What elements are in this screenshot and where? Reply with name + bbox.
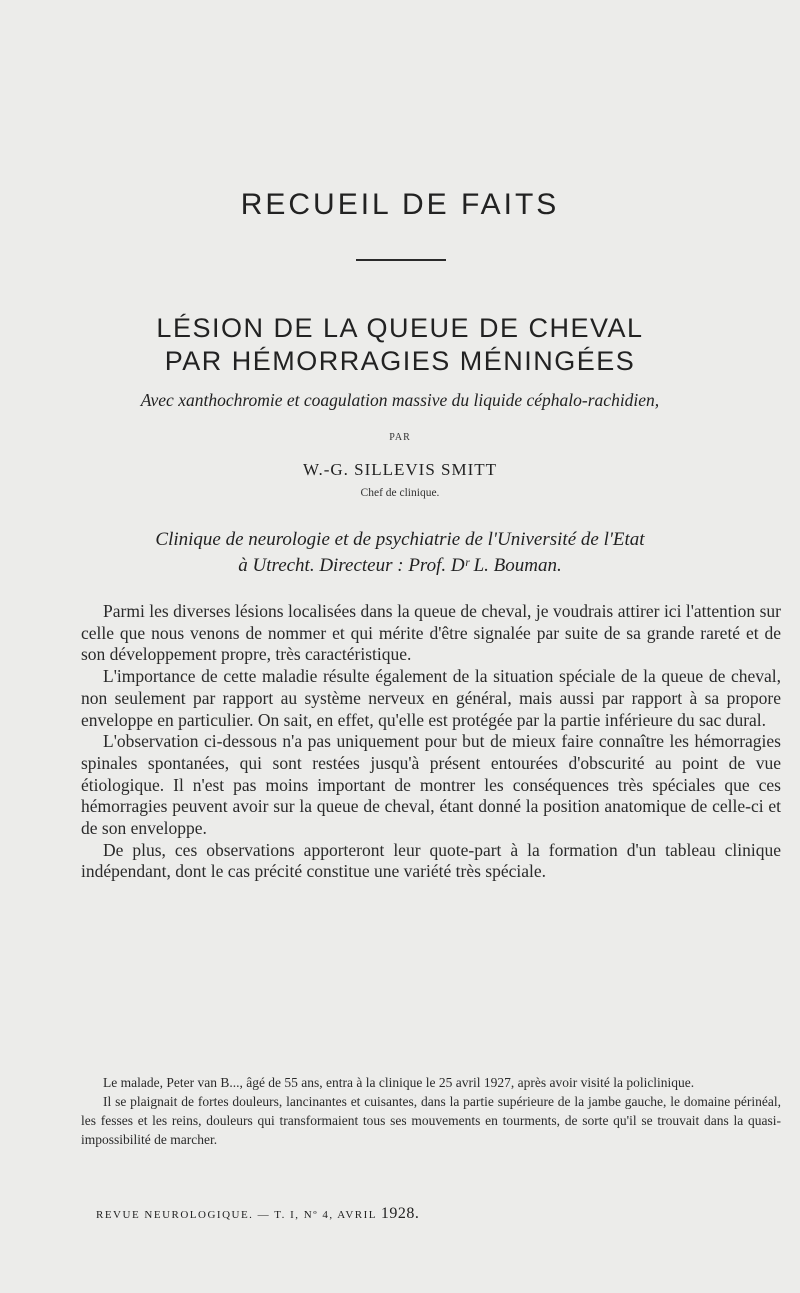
affiliation-line-2: à Utrecht. Directeur : Prof. Dʳ L. Bouman. xyxy=(238,555,562,576)
journal-footer xyxy=(96,1205,419,1223)
case-paragraph: Le malade, Peter van B..., âgé de 55 ans, entra à la clinique le 25 avril 1927, après avoir visité la policlinique. xyxy=(103,1075,695,1090)
article-title-line-2: PAR HÉMORRAGIES MÉNINGÉES xyxy=(164,346,636,376)
section-title: RECUEIL DE FAITS xyxy=(240,188,560,221)
author-name: W.-G. SILLEVIS SMITT xyxy=(302,460,498,479)
article-subtitle: Avec xanthochromie et coagulation massive du liquide céphalo-rachidien, xyxy=(140,390,660,410)
body-paragraph: De plus, ces observations apporteront leur quote-part à la formation d'un tableau clinique indépendant, dont le cas précité constitue une variété très spéciale. xyxy=(81,839,781,882)
article-title-line-1: LÉSION DE LA QUEUE DE CHEVAL xyxy=(156,313,644,343)
journal-reference: REVUE NEUROLOGIQUE. — T. I, Nº 4, AVRIL xyxy=(96,1209,377,1221)
title-divider xyxy=(356,259,446,261)
body-paragraph: L'importance de cette maladie résulte également de la situation spéciale de la queue de cheval, non seulement par rapport au système nerveux en général, mais aussi par rapport à sa propore enveloppe en particulier. On sait, en effet, qu'elle est protégée par la partie inférieure du sac dural. xyxy=(81,666,781,730)
body-text xyxy=(81,601,781,883)
case-paragraph: Il se plaignait de fortes douleurs, lancinantes et cuisantes, dans la partie supérieure de la jambe gauche, le domaine périnéal, les fesses et les reins, douleurs qui transformaient tous ses mouvements en tourments, de sorte qu'il se trouvait dans la quasi-impossibilité de marcher. xyxy=(81,1094,781,1147)
body-paragraph: L'observation ci-dessous n'a pas uniquement pour but de mieux faire connaître les hémorragies spinales spontanées, qui sont restées jusqu'à présent entourées d'obscurité au point de vue étiologique. Il n'est pas moins important de montrer les conséquences très spéciales que ces hémorragies peuvent avoir sur la queue de cheval, étant donné la position anatomique de celle-ci et de son enveloppe. xyxy=(81,731,781,839)
journal-year: 1928. xyxy=(380,1205,420,1222)
byline-par: PAR xyxy=(389,432,411,443)
case-report-text xyxy=(81,1073,781,1149)
body-paragraph: Parmi les diverses lésions localisées dans la queue de cheval, je voudrais attirer ici l'attention sur celle que nous venons de nommer et qui mérite d'être signalée par suite de sa grande rareté et de son développement propre, très caractéristique. xyxy=(81,601,781,665)
author-role: Chef de clinique. xyxy=(360,487,440,499)
affiliation-line-1: Clinique de neurologie et de psychiatrie de l'Université de l'Etat xyxy=(155,529,645,550)
